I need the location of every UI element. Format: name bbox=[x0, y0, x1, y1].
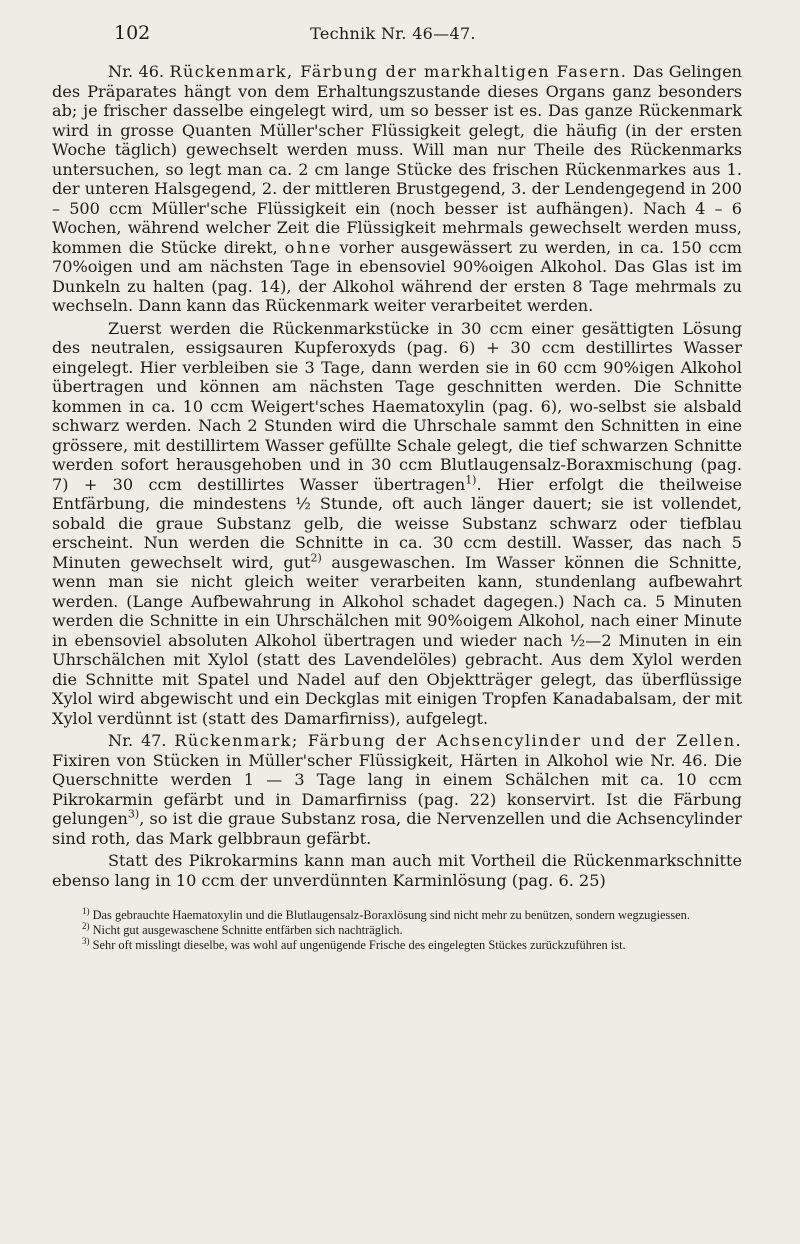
section-47-paragraph-1: Nr. 47. Rückenmark; Färbung der Achsencylinder und der Zellen. Fixiren von Stücken in Müller'scher Flüssigkeit, Härten in Alkohol wie Nr. 46. Die Querschnitte werden 1 — 3 Tage lang in einem Schälchen mit ca. 10 ccm Pikrokarmin gefärbt und in Damarfirniss (pag. 22) konservirt. Ist die Färbung gelungen$^{3)}$, so ist die graue Substanz rosa, die Nervenzellen und die Achsencylinder sind roth, das Mark gelbbraun gefärbt. bbox=[52, 731, 742, 848]
footnote-2 bbox=[52, 920, 742, 938]
section-46-paragraph-2: Zuerst werden die Rückenmarkstücke in 30 ccm einer gesättigten Lösung des neutralen, essigsauren Kupferoxyds (pag. 6) + 30 ccm destillirtes Wasser eingelegt. Hier verbleiben sie 3 Tage, dann werden sie in 60 ccm 90%igen Alkohol übertragen und können am nächsten Tage geschnitten werden. Die Schnitte kommen in ca. 10 ccm Weigert'sches Haematoxylin (pag. 6), wo-selbst sie alsbald schwarz werden. Nach 2 Stunden wird die Uhrschale sammt den Schnitten in eine grössere, mit destillirtem Wasser gefüllte Schale gelegt, die tief schwarzen Schnitte werden sofort herausgehoben und in 30 ccm Blutlaugensalz-Boraxmischung (pag. 7) + 30 ccm destillirtes Wasser übertragen$^{1)}$. Hier erfolgt die theilweise Entfärbung, die mindestens ½ Stunde, oft auch länger dauert; sie ist vollendet, sobald die graue Substanz gelb, die weisse Substanz schwarz oder tiefblau erscheint. Nun werden die Schnitte in ca. 30 ccm destill. Wasser, das nach 5 Minuten gewechselt wird, gut$^{2)}$ ausgewaschen. Im Wasser können die Schnitte, wenn man sie nicht gleich weiter verarbeiten kann, stundenlang aufbewahrt werden. (Lange Aufbewahrung in Alkohol schadet dagegen.) Nach ca. 5 Minuten werden die Schnitte in ein Uhrschälchen mit 90%oigem Alkohol, nach einer Minute in ebensoviel absoluten Alkohol übertragen und wieder nach ½—2 Minuten in ein Uhrschälchen mit Xylol (statt des Lavendelöles) gebracht. Aus dem Xylol werden die Schnitte mit Spatel und Nadel auf den Objektträger gelegt, das überflüssige Xylol wird abgewischt und ein Deckglas mit einigen Tropfen Kanadabalsam, der mit Xylol verdünnt ist (statt des Damarfirniss), aufgelegt. bbox=[52, 318, 742, 728]
footnote-ref-2: 2) bbox=[310, 551, 322, 565]
section-47-paragraph-2: Statt des Pikrokarmins kann man auch mit Vortheil die Rückenmarkschnitte ebenso lang in 10 ccm der unverdünnten Karminlösung (pag. 6. 25) bbox=[52, 851, 742, 890]
footnote-ref-1: 1) bbox=[465, 473, 477, 487]
footnote-text: Das gebrauchte Haematoxylin und die Blutlaugensalz-Boraxlösung sind nicht mehr zu benützen, sondern wegzugiessen. bbox=[92, 908, 690, 922]
body-text bbox=[52, 62, 742, 890]
running-title: Technik Nr. 46—47. bbox=[310, 24, 476, 43]
footnote-text: Sehr oft misslingt dieselbe, was wohl auf ungenügende Frische des eingelegten Stückes zurückzuführen ist. bbox=[92, 938, 626, 952]
footnotes bbox=[52, 905, 742, 953]
section-47-title: Rückenmark; Färbung der Achsencylinder und der Zellen. bbox=[174, 731, 742, 750]
footnote-ref-3: 3) bbox=[127, 807, 140, 821]
footnote-number: 1) bbox=[82, 905, 90, 916]
section-46-title: Rückenmark, Färbung der markhaltigen Fasern. bbox=[169, 62, 628, 81]
section-46-paragraph-1: Nr. 46. Rückenmark, Färbung der markhaltigen Fasern. Das Gelingen des Präparates hängt von dem Erhaltungszustande dieses Organs ganz besonders ab; je frischer dasselbe eingelegt wird, um so besser ist es. Das ganze Rückenmark wird in grosse Quanten Müller'scher Flüssigkeit gelegt, die häufig (in der ersten Woche täglich) gewechselt werden muss. Will man nur Theile des Rückenmarks untersuchen, so legt man ca. 2 cm lange Stücke des frischen Rückenmarkes aus 1. der unteren Halsgegend, 2. der mittleren Brustgegend, 3. der Lendengegend in 200 – 500 ccm Müller'sche Flüssigkeit ein (noch besser ist aufhängen). Nach 4 – 6 Wochen, während welcher Zeit die Flüssigkeit mehrmals gewechselt werden muss, kommen die Stücke direkt, ohne vorher ausgewässert zu werden, in ca. 150 ccm 70%oigen und am nächsten Tage in ebensoviel 90%oigen Alkohol. Das Glas ist im Dunkeln zu halten (pag. 14), der Alkohol während der ersten 8 Tage mehrmals zu wechseln. Dann kann das Rückenmark weiter verarbeitet werden. bbox=[52, 62, 742, 315]
footnote-3 bbox=[52, 935, 742, 953]
page-number: 102 bbox=[114, 22, 151, 44]
footnote-number: 3) bbox=[82, 935, 90, 946]
emphasis-ohne: ohne bbox=[284, 237, 333, 257]
footnote-text: Nicht gut ausgewaschene Schnitte entfärben sich nachträglich. bbox=[92, 923, 403, 937]
section-47-number: Nr. 47. bbox=[108, 731, 167, 750]
section-46-number: Nr. 46. bbox=[108, 62, 165, 81]
footnote-1 bbox=[52, 905, 742, 923]
footnote-number: 2) bbox=[82, 920, 90, 931]
page-header bbox=[52, 22, 742, 48]
